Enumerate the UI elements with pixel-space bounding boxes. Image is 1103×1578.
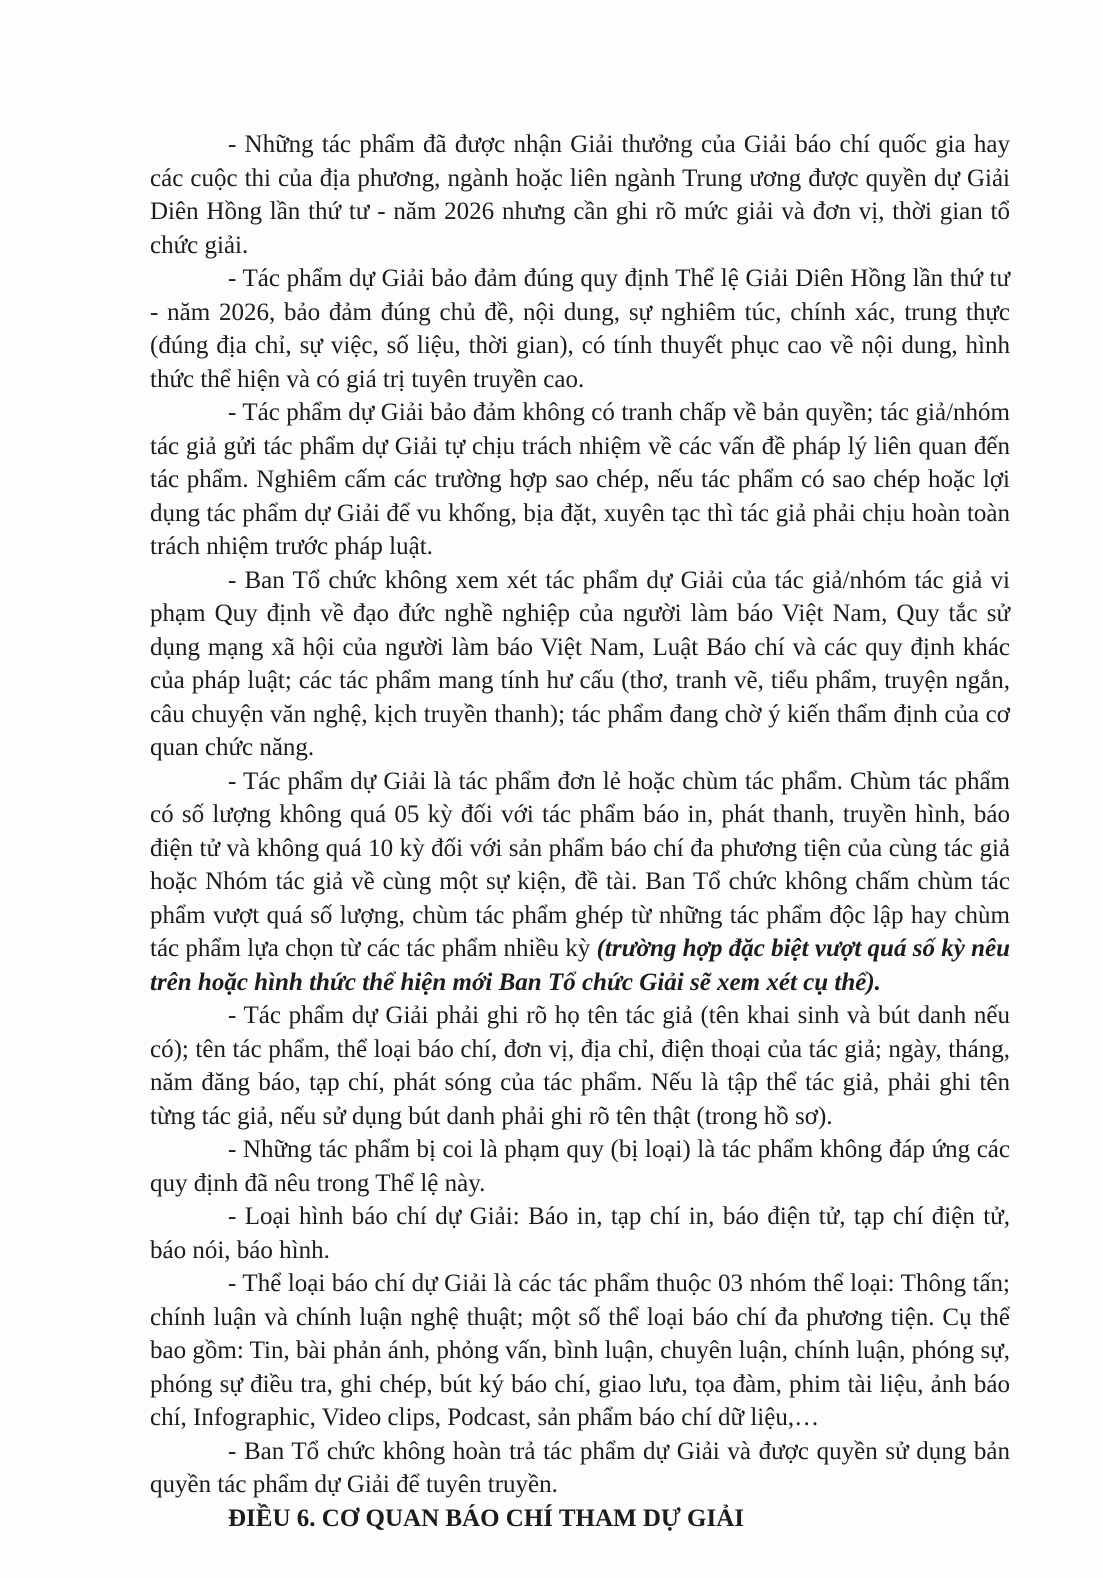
paragraph-text: - Tác phẩm dự Giải phải ghi rõ họ tên tác giả (tên khai sinh và bút danh nếu có); tên tác phẩm, thể loại báo chí, đơn vị, địa chỉ, điện thoại của tác giả; ngày, tháng, năm đăng báo, tạp chí, phát sóng của tác phẩm. Nếu là tập thể tác giả, phải ghi tên từng tác giả, nếu sử dụng bút danh phải ghi rõ tên thật (trong hồ sơ). — [150, 1002, 1010, 1130]
paragraph-media-types — [150, 1200, 1010, 1267]
paragraph-exclusions — [150, 564, 1010, 765]
paragraph-emphasis: (trường hợp đặc biệt vượt quá số kỳ nêu trên hoặc hình thức thể hiện mới Ban Tổ chức Giải sẽ xem xét cụ thể). — [150, 935, 1011, 996]
paragraph-text: - Những tác phẩm bị coi là phạm quy (bị loại) là tác phẩm không đáp ứng các quy định đã nêu trong Thể lệ này. — [150, 1136, 1010, 1197]
paragraph-no-return — [150, 1435, 1010, 1502]
paragraph-violations — [150, 1133, 1010, 1200]
paragraph-text: - Ban Tổ chức không hoàn trả tác phẩm dự Giải và được quyền sử dụng bản quyền tác phẩm dự Giải để tuyên truyền. — [150, 1437, 1010, 1498]
paragraph-awarded-works — [150, 128, 1010, 262]
paragraph-text: - Tác phẩm dự Giải bảo đảm không có tranh chấp về bản quyền; tác giả/nhóm tác giả gửi tác phẩm dự Giải tự chịu trách nhiệm về các vấn đề pháp lý liên quan đến tác phẩm. Nghiêm cấm các trường hợp sao chép, nếu tác phẩm có sao chép hoặc lợi dụng tác phẩm dự Giải để vu khống, bịa đặt, xuyên tạc thì tác giả phải chịu hoàn toàn trách nhiệm trước pháp luật. — [150, 399, 1010, 560]
paragraph-author-info — [150, 999, 1010, 1133]
paragraph-text: - Ban Tổ chức không xem xét tác phẩm dự Giải của tác giả/nhóm tác giả vi phạm Quy định về đạo đức nghề nghiệp của người làm báo Việt Nam, Quy tắc sử dụng mạng xã hội của người làm báo Việt Nam, Luật Báo chí và các quy định khác của pháp luật; các tác phẩm mang tính hư cấu (thơ, tranh vẽ, tiểu phẩm, truyện ngắn, câu chuyện văn nghệ, kịch truyền thanh); tác phẩm đang chờ ý kiến thẩm định của cơ quan chức năng. — [150, 566, 1010, 761]
paragraph-text: - Loại hình báo chí dự Giải: Báo in, tạp chí in, báo điện tử, tạp chí điện tử, báo nói, báo hình. — [150, 1203, 1010, 1264]
paragraph-copyright — [150, 396, 1010, 564]
document-body — [150, 128, 1010, 1535]
paragraph-genres — [150, 1267, 1010, 1435]
paragraph-text: - Những tác phẩm đã được nhận Giải thưởng của Giải báo chí quốc gia hay các cuộc thi của địa phương, ngành hoặc liên ngành Trung ương được quyền dự Giải Diên Hồng lần thứ tư - năm 2026 nhưng cần ghi rõ mức giải và đơn vị, thời gian tổ chức giải. — [150, 131, 1010, 259]
paragraph-regulation-compliance — [150, 262, 1010, 396]
paragraph-text: - Tác phẩm dự Giải là tác phẩm đơn lẻ hoặc chùm tác phẩm. Chùm tác phẩm có số lượng không quá 05 kỳ đối với tác phẩm báo in, phát thanh, truyền hình, báo điện tử và không quá 10 kỳ đối với sản phẩm báo chí đa phương tiện của cùng tác giả hoặc Nhóm tác giả về cùng một sự kiện, đề tài. Ban Tổ chức không chấm chùm tác phẩm vượt quá số lượng, chùm tác phẩm ghép từ những tác phẩm độc lập hay chùm tác phẩm lựa chọn từ các tác phẩm nhiều kỳ — [150, 767, 1010, 962]
paragraph-series-works — [150, 765, 1010, 1000]
paragraph-text: - Thể loại báo chí dự Giải là các tác phẩm thuộc 03 nhóm thể loại: Thông tấn; chính luận và chính luận nghệ thuật; một số thể loại báo chí đa phương tiện. Cụ thể bao gồm: Tin, bài phản ánh, phỏng vấn, bình luận, chuyên luận, chính luận, phóng sự, phóng sự điều tra, ghi chép, bút ký báo chí, giao lưu, tọa đàm, phim tài liệu, ảnh báo chí, Infographic, Video clips, Podcast, sản phẩm báo chí dữ liệu,… — [150, 1270, 1010, 1431]
section-heading: ĐIỀU 6. CƠ QUAN BÁO CHÍ THAM DỰ GIẢI — [228, 1504, 745, 1532]
paragraph-text: - Tác phẩm dự Giải bảo đảm đúng quy định Thể lệ Giải Diên Hồng lần thứ tư - năm 2026, bảo đảm đúng chủ đề, nội dung, sự nghiêm túc, chính xác, trung thực (đúng địa chỉ, sự việc, số liệu, thời gian), có tính thuyết phục cao về nội dung, hình thức thể hiện và có giá trị tuyên truyền cao. — [150, 265, 1010, 393]
